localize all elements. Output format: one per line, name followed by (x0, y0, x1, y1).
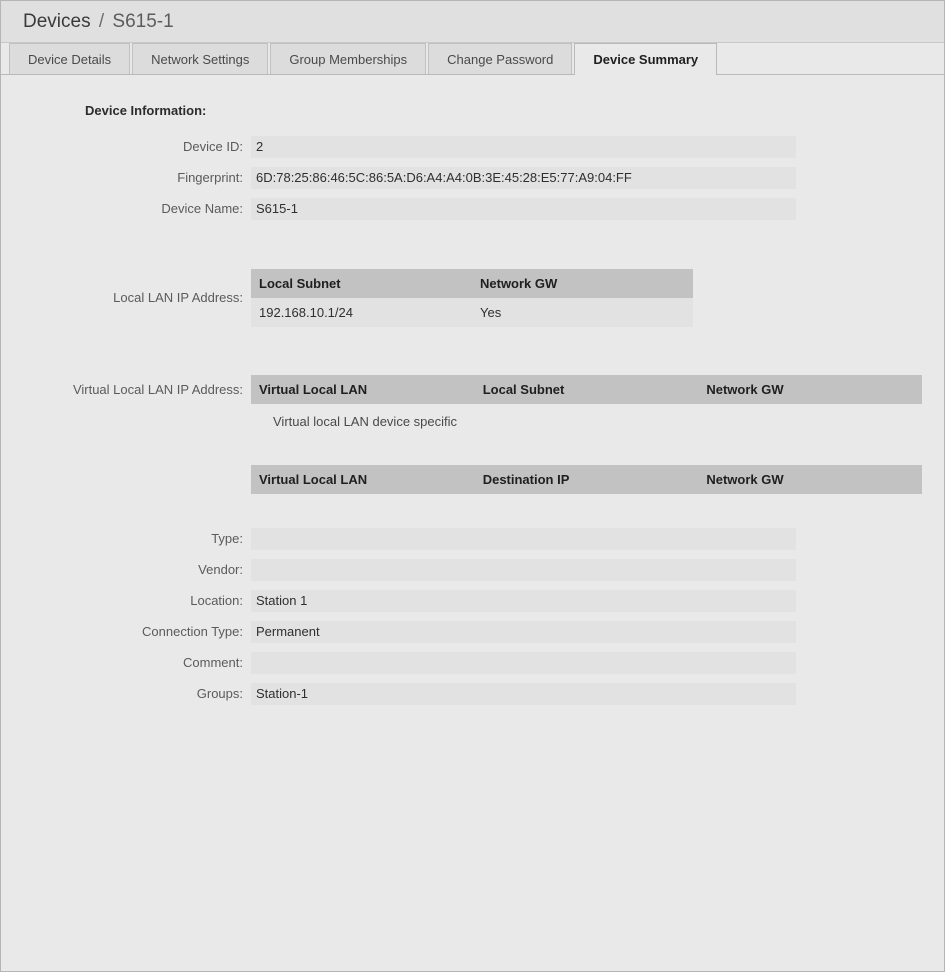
virtual-lan-note: Virtual local LAN device specific (273, 414, 458, 429)
tab-device-details[interactable]: Device Details (9, 43, 130, 74)
field-local-lan-label: Local LAN IP Address: (113, 290, 243, 305)
field-comment-value (251, 652, 796, 674)
virtual-lan-header-network-gw: Network GW (698, 375, 922, 404)
local-lan-cell-network-gw: Yes (472, 298, 693, 327)
table-header-row (251, 465, 922, 494)
field-virtual-local-lan-label: Virtual Local LAN IP Address: (72, 381, 243, 397)
field-virtual-local-lan-ip-address (23, 375, 922, 404)
field-type-value (251, 528, 796, 550)
local-lan-cell-subnet: 192.168.10.1/24 (251, 298, 472, 327)
field-fingerprint-value: 6D:78:25:86:46:5C:86:5A:D6:A4:A4:0B:3E:45:28:E5:77:A9:04:FF (251, 167, 796, 189)
virtual-lan-dest-header-network-gw: Network GW (698, 465, 922, 494)
field-comment-label: Comment: (183, 655, 243, 670)
field-device-id-label: Device ID: (183, 139, 243, 154)
field-fingerprint-label: Fingerprint: (177, 170, 243, 185)
table-header-row (251, 375, 922, 404)
field-vendor-value (251, 559, 796, 581)
tab-device-summary[interactable]: Device Summary (574, 43, 717, 75)
page-header (1, 1, 944, 43)
breadcrumb-separator: / (98, 10, 105, 32)
field-comment (23, 652, 922, 674)
breadcrumb (23, 11, 174, 33)
tab-group-memberships[interactable]: Group Memberships (270, 43, 426, 74)
breadcrumb-current: S615-1 (112, 10, 174, 32)
field-location-value: Station 1 (251, 590, 796, 612)
virtual-lan-dest-header-virtual-local-lan: Virtual Local LAN (251, 465, 475, 494)
virtual-local-lan-destination-row (23, 465, 922, 494)
field-type (23, 528, 922, 550)
virtual-local-lan-destination-table (251, 465, 922, 494)
table-header-row (251, 269, 693, 298)
field-vendor (23, 559, 922, 581)
field-groups-value: Station-1 (251, 683, 796, 705)
field-device-id (23, 136, 922, 158)
virtual-lan-header-local-subnet: Local Subnet (475, 375, 699, 404)
field-vendor-label: Vendor: (198, 562, 243, 577)
table-row (251, 298, 693, 327)
field-fingerprint (23, 167, 922, 189)
virtual-local-lan-table (251, 375, 922, 404)
local-lan-table (251, 269, 693, 327)
field-location (23, 590, 922, 612)
field-device-name-value: S615-1 (251, 198, 796, 220)
field-connection-type-label: Connection Type: (142, 624, 243, 639)
local-lan-header-network-gw: Network GW (472, 269, 693, 298)
virtual-lan-dest-header-destination-ip: Destination IP (475, 465, 699, 494)
field-groups (23, 683, 922, 705)
field-type-label: Type: (211, 531, 243, 546)
field-location-label: Location: (190, 593, 243, 608)
section-title-device-information: Device Information: (85, 103, 207, 118)
tab-bar (1, 43, 944, 75)
virtual-lan-header-virtual-local-lan: Virtual Local LAN (251, 375, 475, 404)
field-connection-type-value: Permanent (251, 621, 796, 643)
field-device-id-value: 2 (251, 136, 796, 158)
tab-network-settings[interactable]: Network Settings (132, 43, 268, 74)
field-device-name (23, 198, 922, 220)
tab-change-password[interactable]: Change Password (428, 43, 572, 74)
field-device-name-label: Device Name: (161, 201, 243, 216)
field-local-lan-ip-address (23, 269, 922, 327)
field-connection-type (23, 621, 922, 643)
local-lan-header-subnet: Local Subnet (251, 269, 472, 298)
field-groups-label: Groups: (196, 686, 243, 701)
breadcrumb-root[interactable]: Devices (23, 10, 91, 32)
device-summary-panel (1, 75, 944, 705)
